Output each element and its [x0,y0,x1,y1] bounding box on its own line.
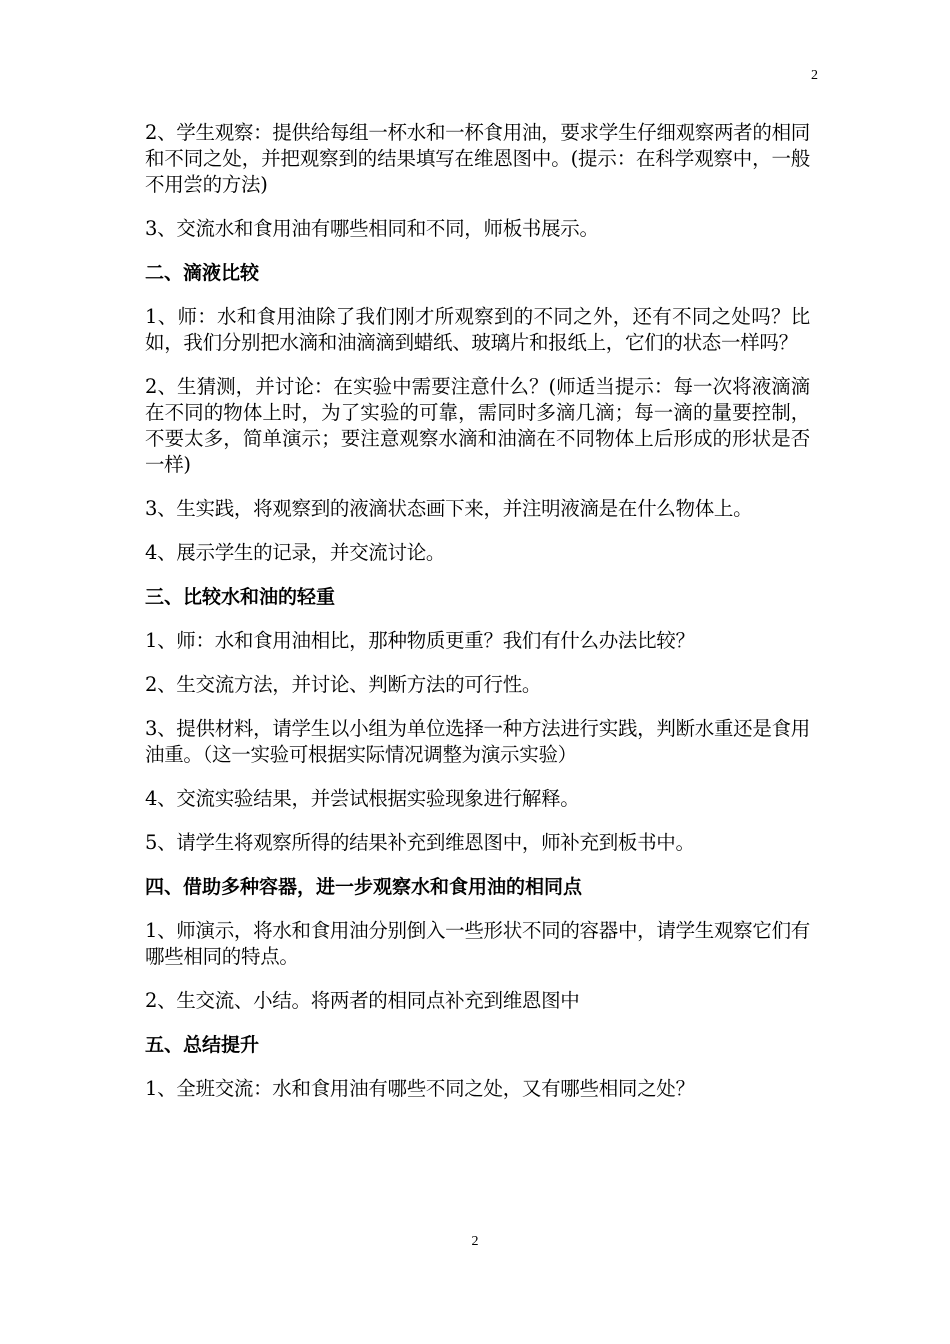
section-heading: 四、借助多种容器，进一步观察水和食用油的相同点 [145,876,583,898]
section-heading: 三、比较水和油的轻重 [145,586,336,608]
document-body [145,120,810,1120]
paragraph: 1、师：水和食用油相比，那种物质更重？我们有什么办法比较？ [145,629,695,652]
footer-page-number: 2 [471,1234,479,1249]
paragraph: 1、全班交流：水和食用油有哪些不同之处，又有哪些相同之处？ [145,1077,695,1100]
paragraph: 2、生猜测，并讨论：在实验中需要注意什么？(师适当提示：每一次将液滴滴在不同的物体上时，为了实验的可靠，需同时多滴几滴；每一滴的量要控制，不要太多，简单演示；要注意观察水滴和油滴在不同物体上后形成的形状是否一样) [145,375,810,476]
paragraph: 2、生交流方法，并讨论、判断方法的可行性。 [145,673,542,696]
paragraph: 4、展示学生的记录，并交流讨论。 [145,541,446,564]
paragraph: 3、交流水和食用油有哪些相同和不同，师板书展示。 [145,217,599,240]
section-heading: 五、总结提升 [145,1034,260,1056]
paragraph: 1、师演示，将水和食用油分别倒入一些形状不同的容器中，请学生观察它们有哪些相同的特点。 [145,919,810,968]
paragraph: 4、交流实验结果，并尝试根据实验现象进行解释。 [145,787,580,810]
paragraph: 5、请学生将观察所得的结果补充到维恩图中，师补充到板书中。 [145,831,695,854]
paragraph: 2、学生观察：提供给每组一杯水和一杯食用油，要求学生仔细观察两者的相同和不同之处，并把观察到的结果填写在维恩图中。(提示：在科学观察中，一般不用尝的方法) [145,121,810,196]
header-page-number: 2 [811,68,818,83]
paragraph: 3、提供材料，请学生以小组为单位选择一种方法进行实践，判断水重还是食用油重。（这一实验可根据实际情况调整为演示实验） [145,717,810,766]
paragraph: 2、生交流、小结。将两者的相同点补充到维恩图中 [145,989,580,1012]
paragraph: 3、生实践，将观察到的液滴状态画下来，并注明液滴是在什么物体上。 [145,497,753,520]
section-heading: 二、滴液比较 [145,262,260,284]
paragraph: 1、师：水和食用油除了我们刚才所观察到的不同之外，还有不同之处吗？比如，我们分别把水滴和油滴滴到蜡纸、玻璃片和报纸上，它们的状态一样吗？ [145,305,810,354]
